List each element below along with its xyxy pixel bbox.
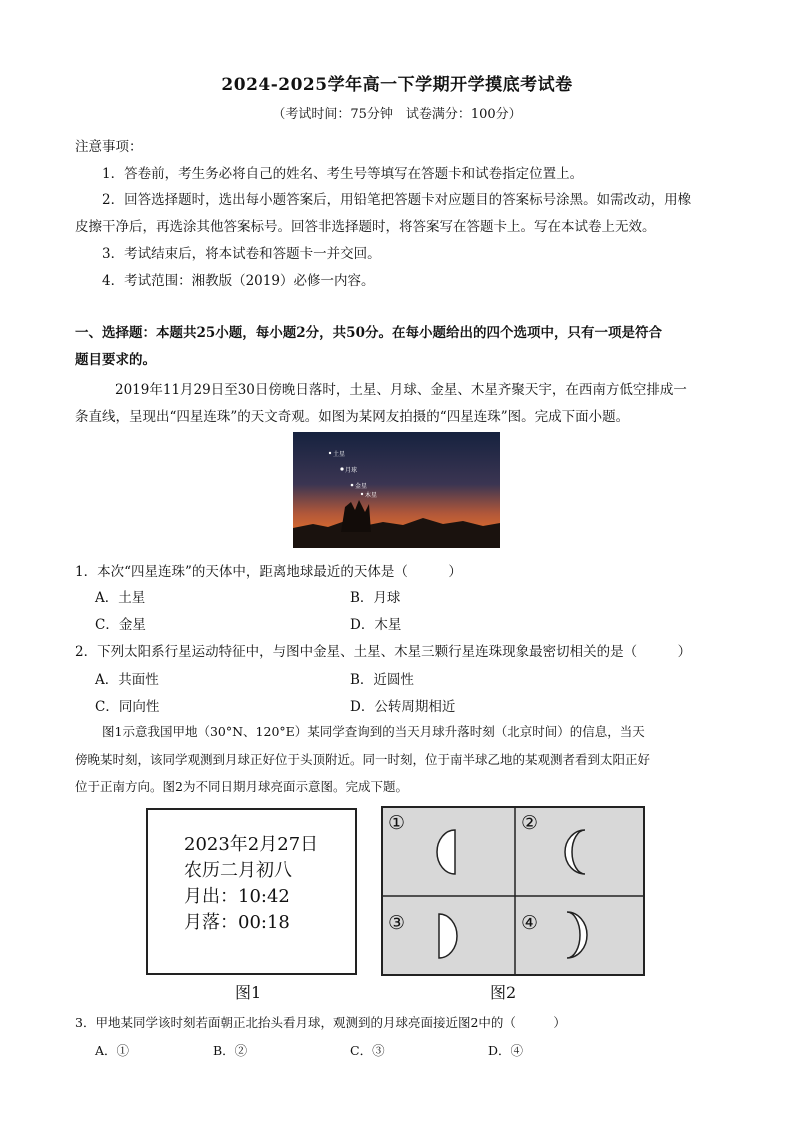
notice-item-3: 3．考试结束后，将本试卷和答题卡一并交回。 xyxy=(102,246,381,262)
q1-option-d: D．木星 xyxy=(350,617,402,633)
figure2-caption: 图2 xyxy=(490,983,517,1002)
q1-stem: 1．本次“四星连珠”的天体中，距离地球最近的天体是（ ） xyxy=(75,564,462,580)
q3-option-d: D．④ xyxy=(488,1043,524,1058)
q3-stem: 3．甲地某同学该时刻若面朝正北抬头看月球，观测到的月球亮面接近图2中的（ ） xyxy=(75,1015,566,1030)
exam-info: （考试时间：75分钟 试卷满分：100分） xyxy=(272,107,522,122)
phase-3-moon-icon xyxy=(439,914,457,958)
label-jupiter: 木星 xyxy=(365,492,378,499)
section-heading-cont: 题目要求的。 xyxy=(75,352,156,368)
figure1-moonrise: 月出：10:42 xyxy=(184,886,290,907)
section-heading: 一、选择题：本题共25小题，每小题2分，共50分。在每小题给出的四个选项中，只有一项是符合 xyxy=(75,325,662,341)
q3-option-c: C．③ xyxy=(350,1043,385,1058)
figure2-moon-phases xyxy=(381,806,645,976)
passage2-line2: 傍晚某时刻，该同学观测到月球正好位于头顶附近。同一时刻，位于南半球乙地的某观测者看到太阳正好 xyxy=(75,752,651,767)
phase-label-3: ③ xyxy=(388,912,406,934)
phase-label-2: ② xyxy=(521,812,539,834)
q2-option-a: A．共面性 xyxy=(95,672,159,688)
phase-4-moon-icon xyxy=(567,912,587,958)
label-moon: 月球 xyxy=(345,467,358,474)
phase-2-moon-icon xyxy=(565,830,585,874)
q3-option-b: B．② xyxy=(213,1043,248,1058)
notice-item-2: 2．回答选择题时，选出每小题答案后，用铅笔把答题卡对应题目的答案标号涂黑。如需改动，用橡 xyxy=(102,192,692,208)
q1-option-a: A．土星 xyxy=(95,590,146,606)
phase-label-1: ① xyxy=(388,812,406,834)
notice-item-1: 1．答卷前，考生务必将自己的姓名、考生号等填写在答题卡和试卷指定位置上。 xyxy=(102,166,584,182)
q1-option-c: C．金星 xyxy=(95,617,146,633)
notice-item-4: 4．考试范围：湘教版（2019）必修一内容。 xyxy=(102,273,375,289)
passage2-line1: 图1示意我国甲地（30°N、120°E）某同学查询到的当天月球升落时刻（北京时间）的信息，当天 xyxy=(102,724,645,739)
figure1-caption: 图1 xyxy=(235,983,262,1002)
passage1-line2: 条直线，呈现出“四星连珠”的天文奇观。如图为某网友拍摄的“四星连珠”图。完成下面小题。 xyxy=(75,409,630,425)
four-planets-photo xyxy=(293,432,500,548)
q2-option-c: C．同向性 xyxy=(95,699,160,715)
q2-option-d: D．公转周期相近 xyxy=(350,699,456,715)
label-venus: 金星 xyxy=(355,483,368,490)
passage2-line3: 位于正南方向。图2为不同日期月球亮面示意图。完成下题。 xyxy=(75,779,408,794)
phase-1-moon-icon xyxy=(437,830,455,874)
q3-option-a: A．① xyxy=(95,1043,130,1058)
page-title: 2024-2025学年高一下学期开学摸底考试卷 xyxy=(221,75,573,95)
passage1-line1: 2019年11月29日至30日傍晚日落时，土星、月球、金星、木星齐聚天宇，在西南方低空排成一 xyxy=(115,382,687,398)
q2-stem: 2．下列太阳系行星运动特征中，与图中金星、土星、木星三颗行星连珠现象最密切相关的是（ ） xyxy=(75,644,692,660)
label-saturn: 土星 xyxy=(333,451,346,458)
figure1-lunar-date: 农历二月初八 xyxy=(184,860,292,881)
notice-item-2-cont: 皮擦干净后，再选涂其他答案标号。回答非选择题时，将答案写在答题卡上。写在本试卷上无效。 xyxy=(75,219,656,235)
q2-option-b: B．近圆性 xyxy=(350,672,414,688)
notice-heading: 注意事项： xyxy=(75,139,143,155)
q1-option-b: B．月球 xyxy=(350,590,401,606)
figure1-moon-info-box xyxy=(146,808,357,975)
figure1-date: 2023年2月27日 xyxy=(184,834,319,855)
figure1-moonset: 月落：00:18 xyxy=(184,912,290,933)
phase-label-4: ④ xyxy=(521,912,539,934)
